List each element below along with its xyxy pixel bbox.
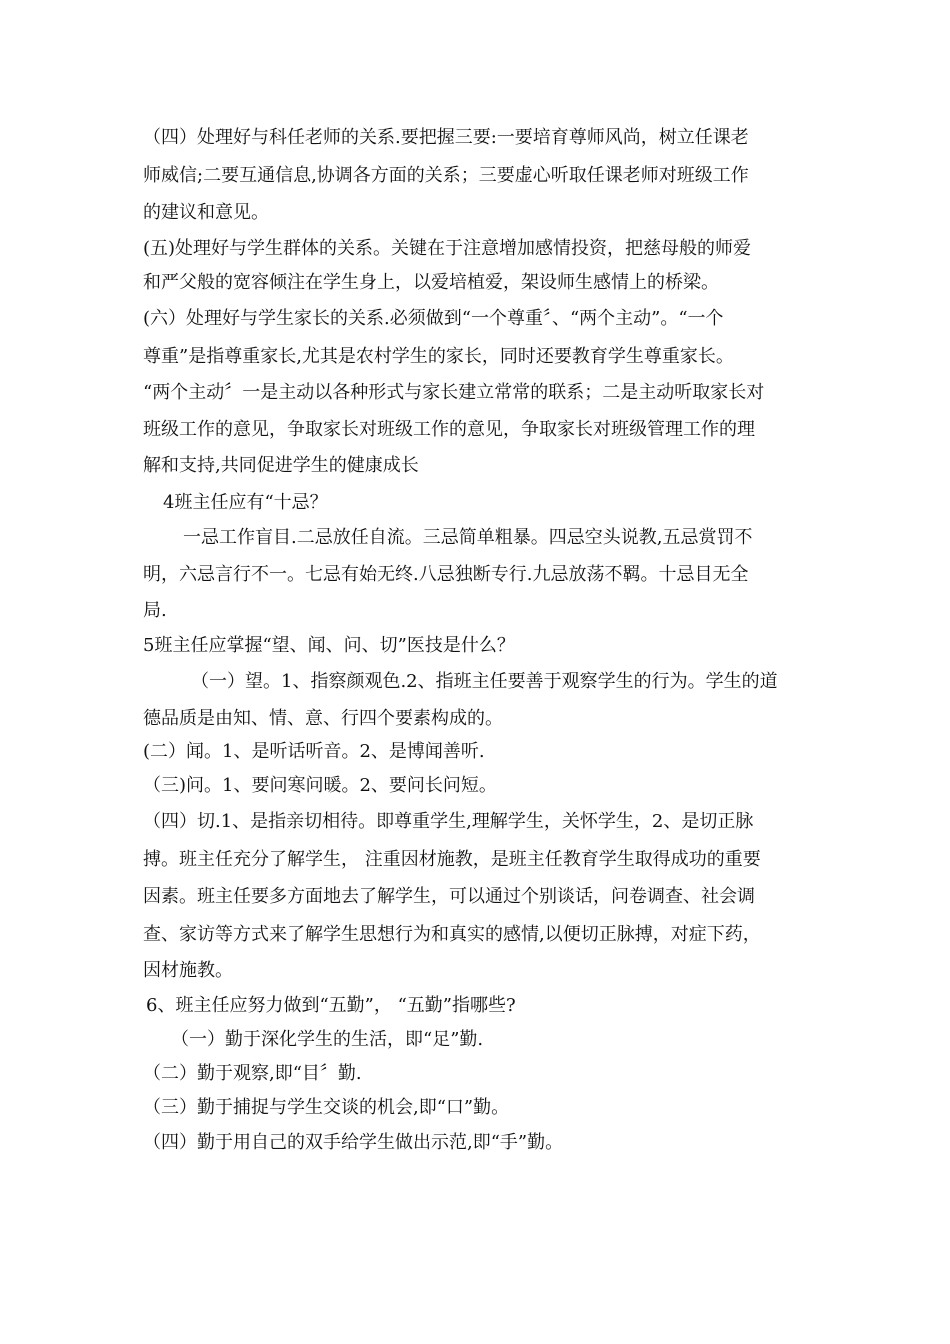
text-line: 的建议和意见。 [143, 202, 269, 223]
text-line: 查、家访等方式来了解学生思想行为和真实的感情,以便切正脉搏，对症下药， [143, 924, 761, 945]
text-line: (六）处理好与学生家长的关系.必须做到“一个尊重〞、“两个主动”。“一个 [143, 308, 724, 329]
text-line: （四）处理好与科任老师的关系.要把握三要:一要培育尊师风尚，树立任课老 [143, 127, 749, 148]
text-line: （三)问。1、要问寒问暖。2、要问长问短。 [143, 775, 497, 796]
text-line: 班级工作的意见，争取家长对班级工作的意见，争取家长对班级管理工作的理 [143, 419, 755, 440]
text-line: (二）闻。1、是听话听音。2、是博闻善听. [143, 741, 485, 762]
text-line: (五)处理好与学生群体的关系。关键在于注意增加感情投资，把慈母般的师爱 [143, 238, 752, 259]
text-line: 解和支持,共同促进学生的健康成长 [143, 455, 419, 476]
section-heading: 6、班主任应努力做到“五勤”， “五勤”指哪些? [146, 995, 516, 1016]
text-line: （一）勤于深化学生的生活，即“足”勤. [171, 1029, 484, 1050]
text-line: （二）勤于观察,即“目〞勤. [143, 1063, 362, 1084]
text-line: 因素。班主任要多方面地去了解学生，可以通过个别谈话，问卷调查、社会调 [143, 886, 755, 907]
section-heading: 5班主任应掌握“望、闻、问、切”医技是什么？ [143, 635, 515, 656]
text-line: 和严父般的宽容倾注在学生身上，以爱培植爱，架设师生感情上的桥梁。 [143, 272, 719, 293]
text-line: （三）勤于捕捉与学生交谈的机会,即“口”勤。 [143, 1097, 510, 1118]
text-line: （一）望。1、指察颜观色.2、指班主任要善于观察学生的行为。学生的道 [191, 671, 778, 692]
text-line: “两个主动〞一是主动以各种形式与家长建立常常的联系；二是主动听取家长对 [143, 382, 765, 403]
section-heading: 4班主任应有“十忌？ [163, 492, 328, 513]
text-line: 尊重”是指尊重家长,尤其是农村学生的家长，同时还要教育学生尊重家长。 [143, 346, 734, 367]
text-line: 德品质是由知、情、意、行四个要素构成的。 [143, 708, 503, 729]
text-line: 搏。班主任充分了解学生， 注重因材施教，是班主任教育学生取得成功的重要 [143, 849, 761, 870]
text-line: 因材施教。 [143, 960, 233, 981]
text-line: （四）勤于用自己的双手给学生做出示范,即“手”勤。 [143, 1132, 564, 1153]
text-line: 局. [143, 600, 167, 621]
text-line: 明，六忌言行不一。七忌有始无终.八忌独断专行.九忌放荡不羁。十忌目无全 [143, 564, 749, 585]
text-line: （四）切.1、是指亲切相待。即尊重学生,理解学生，关怀学生，2、是切正脉 [143, 811, 754, 832]
text-line: 师威信;二要互通信息,协调各方面的关系；三要虚心听取任课老师对班级工作 [143, 165, 749, 186]
text-line: 一忌工作盲目.二忌放任自流。三忌简单粗暴。四忌空头说教,五忌赏罚不 [183, 527, 753, 548]
